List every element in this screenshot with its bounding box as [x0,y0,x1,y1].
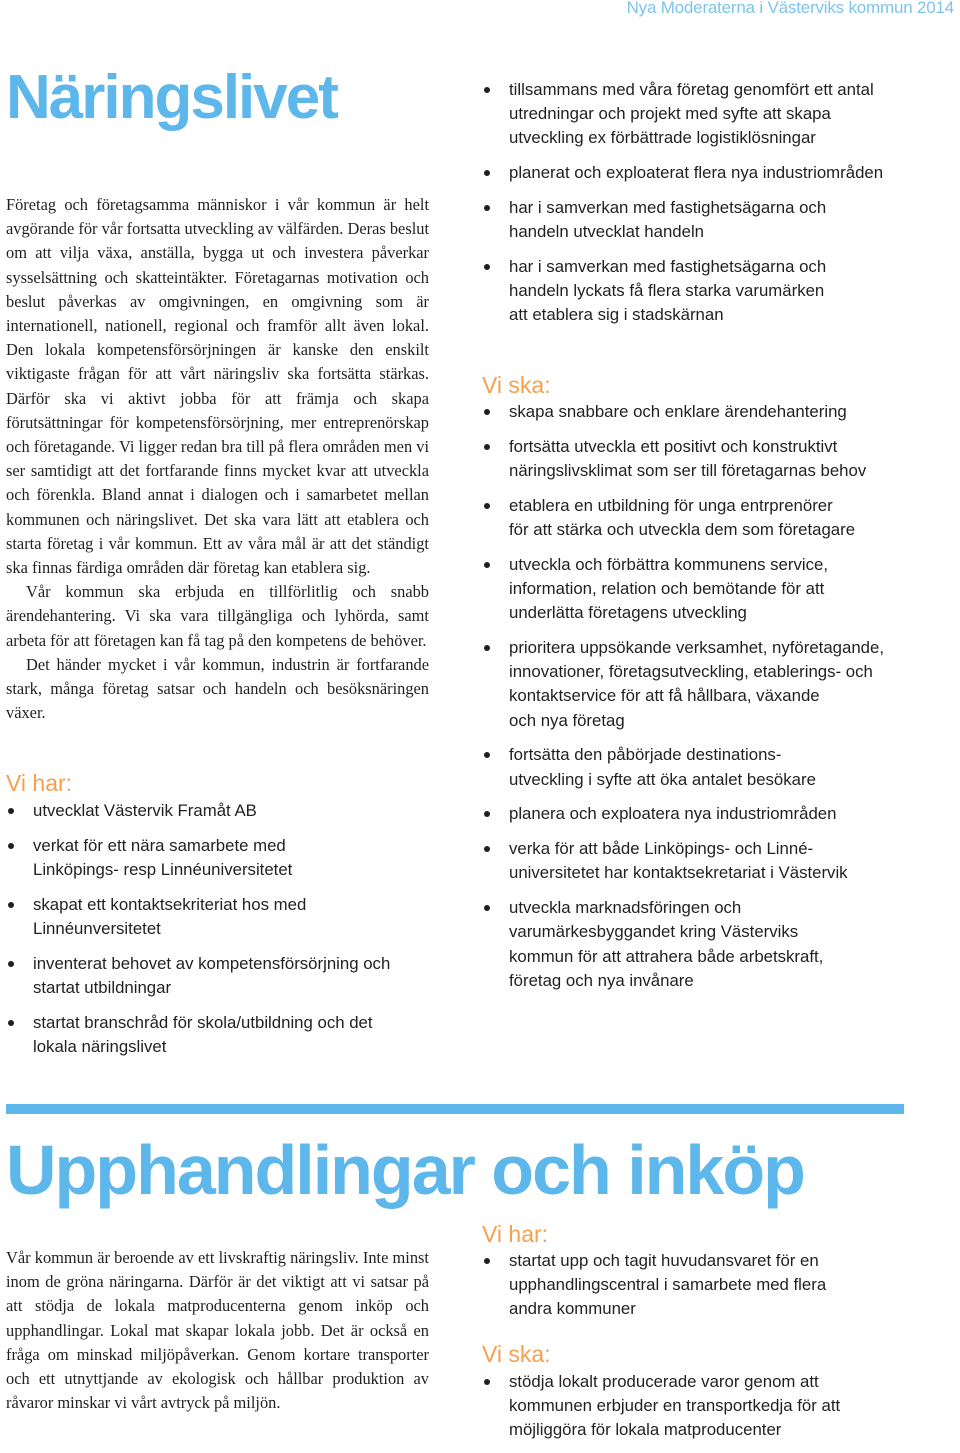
subheading-vi-har: Vi har: [6,770,73,796]
list-item-line: för att stärka och utveckla dem som företagare [509,520,856,539]
list-item [482,837,952,885]
list-item-line: har i samverkan med fastighetsägarna och [509,198,827,217]
subheading-vi-ska: Vi ska: [482,1341,551,1367]
list-item-line: kommun för att attrahera både arbetskraft, [509,946,824,966]
list-item [482,1370,952,1443]
list-item [6,952,446,1000]
list-item [482,553,952,626]
list-item [482,743,952,791]
list-item-line: skapa snabbare och enklare ärendehantering [509,402,847,421]
list-item-line: fortsätta den påbörjade destinations- [509,745,782,765]
section-divider [6,1104,904,1114]
list-item-line: inventerat behovet av kompetensförsörjning och [33,953,391,973]
list-item [482,494,952,542]
list-item-line: verka för att både Linköpings- och Linné- [509,839,814,859]
list-item-line: näringslivsklimat som ser till företagarnas behov [509,461,867,480]
upphandling-vi-ska-list [482,1370,952,1453]
section-title-naringslivet: Näringslivet [6,63,337,132]
list-item [6,834,446,882]
list-item-line: tillsammans med våra företag genomfört ett antal [509,80,874,99]
vi-har-list-right [482,78,952,338]
list-item-line: företag och nya invånare [509,970,694,990]
subheading-vi-har: Vi har: [482,1221,549,1247]
list-item-line: startat branschråd för skola/utbildning och det [33,1012,373,1032]
list-item [6,1011,446,1059]
paragraph: Det händer mycket i vår kommun, industrin är fortfarande stark, många företag satsar och handeln och besöksnäringen växer. [6,654,429,723]
list-item-line: stödja lokalt producerade varor genom att [509,1372,819,1391]
list-item-line: kommunen erbjuder en transportkedja för att [509,1396,841,1416]
list-item [482,435,952,483]
list-item-line: utveckling ex förbättrade logistiklösningar [509,128,816,148]
list-item-line: Linköpings- resp Linnéuniversitetet [33,860,293,879]
list-item-line: och nya företag [509,710,625,730]
running-header: Nya Moderaterna i Västerviks kommun 2014 [626,0,954,17]
list-item-line: utredningar och projekt med syfte att skapa [509,104,831,124]
list-item [482,896,952,993]
paragraph: Företag och företagsamma människor i vår kommun är helt avgörande för vår fortsatta utveckling av välfärden. Deras beslut om att vilja växa, anställa, bygga ut och investera påverkar sysselsättning och skatteintäkter. Företagarnas motivation och beslut påverkas av omgivningen, en omgivning som är internationell, nationell, regional och framför allt även lokal. Den lokala kompetensförsörjningen är kanske den enskilt viktigaste frågan för att vårt näringsliv ska fortsätta stärkas. Därför ska vi aktivt jobba för att främja och skapa förutsättningar för kompetensförsörjning, mer entreprenörskap och företagande. Vi ligger redan bra till på flera områden men vi ser samtidigt att det fortfarande finns mycket kvar att utveckla och förenkla. Bland annat i dialogen och i samarbetet mellan kommunen och näringslivet. Det ska vara lätt att etablera och starta företag i vår kommun. Ett av våra mål är att det ständigt ska finnas färdiga områden där företag kan etablera sig. [6,195,429,578]
list-item [482,400,952,424]
list-item-line: fortsätta utveckla ett positivt och konstruktivt [509,436,838,456]
list-item-line: handeln utvecklat handeln [509,222,705,242]
list-item [482,78,952,151]
list-item [482,196,952,244]
list-item [6,799,446,823]
naringslivet-body [6,193,429,725]
list-item-line: universitetet har kontaktsekretariat i Västervik [509,863,848,883]
upphandling-body [6,1246,429,1415]
list-item-line: andra kommuner [509,1299,636,1319]
list-item [482,802,952,826]
subheading-vi-ska: Vi ska: [482,372,551,398]
list-item-line: planera och exploatera nya industriområden [509,804,837,824]
list-item-line: lokala näringslivet [33,1037,167,1056]
list-item-line: utveckla marknadsföringen och [509,898,742,918]
list-item-line: verkat för ett nära samarbete med [33,835,286,855]
list-item-line: planerat och exploaterat flera nya industriområden [509,163,884,183]
list-item [482,255,952,328]
vi-har-list-left [6,799,446,1070]
list-item-line: innovationer, företagsutveckling, etablerings- och [509,662,873,682]
list-item-line: att etablera sig i stadskärnan [509,305,724,325]
list-item-line: Linnéunversitetet [33,919,161,938]
list-item [482,636,952,733]
list-item-line: upphandlingscentral i samarbete med flera [509,1275,827,1295]
list-item-line: prioritera uppsökande verksamhet, nyföretagande, [509,638,885,657]
list-item-line: startat utbildningar [33,978,172,997]
list-item-line: utveckla och förbättra kommunens service, [509,554,828,574]
list-item-line: startat upp och tagit huvudansvaret för en [509,1251,819,1270]
list-item-line: handeln lyckats få flera starka varumärken [509,281,825,301]
list-item-line: information, relation och bemötande för att [509,579,825,598]
list-item-line: möjliggöra för lokala matproducenter [509,1420,782,1440]
vi-ska-list [482,400,952,1004]
list-item [482,1249,952,1322]
list-item-line: kontaktservice för att få hållbara, växande [509,686,820,706]
paragraph: Vår kommun är beroende av ett livskraftig näringsliv. Inte minst inom de gröna näringarna. Därför är det viktigt att vi satsar på att stödja de lokala matproducenterna genom inköp och upphandlingar. Lokal mat skapar lokala jobb. Det är också en fråga om minskad miljöpåverkan. Genom kortare transporter och ett utnyttjande av ekologisk och hållbar produktion av råvaror minskar vi vårt avtryck på miljön. [6,1248,429,1413]
list-item-line: har i samverkan med fastighetsägarna och [509,257,827,276]
list-item-line: etablera en utbildning för unga entrprenörer [509,495,833,515]
list-item-line: utveckling i syfte att öka antalet besökare [509,769,816,789]
list-item-line: skapat ett kontaktsekriteriat hos med [33,894,307,914]
section-title-upphandlingar: Upphandlingar och inköp [6,1131,804,1209]
list-item [6,893,446,941]
list-item [482,161,952,185]
upphandling-vi-har-list [482,1249,952,1332]
list-item-line: utvecklat Västervik Framåt AB [33,801,257,820]
paragraph: Vår kommun ska erbjuda en tillförlitlig och snabb ärendehantering. Vi ska vara tillgängliga och lyhörda, samt arbeta för att företagen kan få tag på den kompetens de behöver. [6,582,429,650]
list-item-line: varumärkesbyggandet kring Västerviks [509,922,799,942]
list-item-line: underlätta företagens utveckling [509,603,747,623]
